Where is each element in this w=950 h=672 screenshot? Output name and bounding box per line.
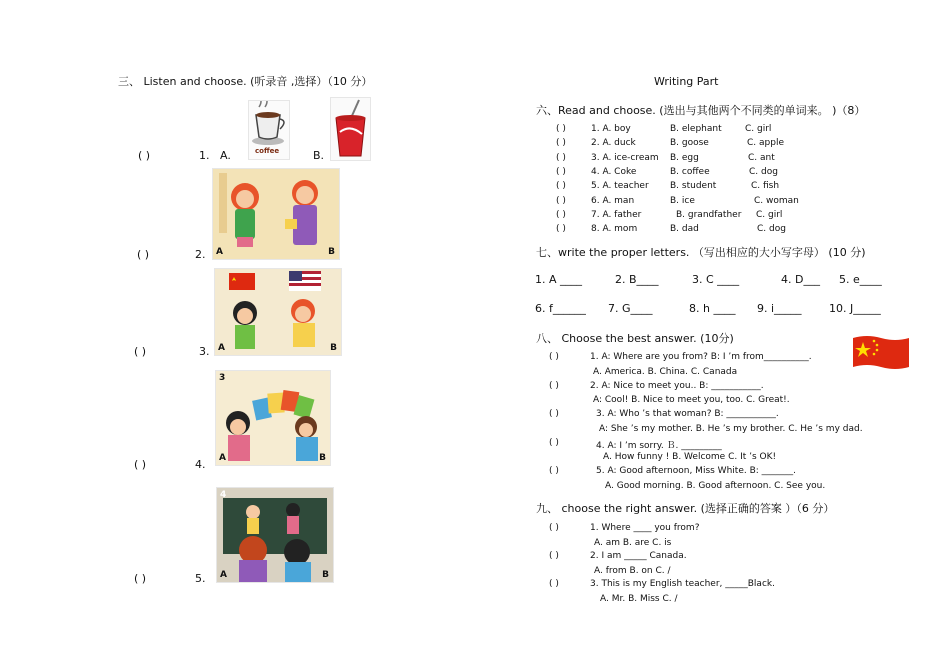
s6-option-a: 3. A. ice-cream [591, 152, 659, 163]
s8-answer-paren[interactable]: ( ) [549, 437, 559, 448]
s8-question: 1. A: Where are you from? B: I ’m from__________. [590, 352, 812, 362]
coffee-label: coffee [255, 147, 280, 155]
s6-answer-paren[interactable]: ( ) [556, 195, 566, 206]
q4-paren[interactable]: ( ) [134, 458, 147, 471]
s6-option-b: B. goose [670, 138, 709, 149]
s6-option-a: 8. A. mom [591, 224, 638, 235]
s8-answer-paren[interactable]: ( ) [549, 409, 559, 419]
q5-number: 5. [195, 572, 206, 585]
s7-letter-blank[interactable]: 10. J_____ [829, 302, 881, 315]
s7-letter-blank[interactable]: 9. i_____ [757, 302, 802, 315]
picture-3 [214, 268, 342, 356]
s6-option-c: C. ant [748, 152, 775, 163]
s9-options: A. Mr. B. Miss C. / [600, 593, 678, 604]
section-7-heading: 七、write the proper letters. （写出相应的大小写字母） (10 分) [536, 246, 866, 259]
s6-option-b: B. egg [670, 152, 699, 163]
picture-2-label-a: A [216, 247, 223, 257]
picture-2-label-b: B [328, 247, 335, 257]
q1-option-b: B. [313, 149, 325, 162]
s8-question: 3. A: Who ’s that woman? B: ___________. [596, 409, 779, 419]
picture-4-label-b: B [319, 453, 326, 463]
s6-option-b: B. coffee [670, 166, 710, 177]
s9-question: 2. I am _____ Canada. [590, 551, 687, 561]
s7-letter-blank[interactable]: 6. f______ [535, 302, 586, 315]
s9-options: A. am B. are C. is [594, 537, 672, 548]
s6-option-c: C. dog [757, 224, 786, 235]
s8-options: A: She ’s my mother. B. He ’s my brother. C. He ’s my dad. [599, 423, 863, 434]
s7-letter-blank[interactable]: 2. B____ [615, 273, 659, 286]
q3-number: 3. [199, 345, 210, 358]
picture-5-number: 4 [220, 490, 227, 500]
s6-option-a: 7. A. father [591, 209, 642, 220]
s8-options: A: Cool! B. Nice to meet you, too. C. Great!. [593, 395, 790, 405]
s6-answer-paren[interactable]: ( ) [556, 166, 566, 177]
s6-answer-paren[interactable]: ( ) [556, 124, 566, 134]
s7-letter-blank[interactable]: 7. G____ [608, 302, 653, 315]
s8-options: A. How funny ! B. Welcome C. It ’s OK! [603, 452, 777, 462]
s9-options: A. from B. on C. / [594, 565, 671, 576]
s7-letter-blank[interactable]: 8. h ____ [689, 302, 736, 315]
section-3-heading: 三、 Listen and choose. (听录音 ,选择）（10 分） [118, 75, 373, 88]
china-flag-icon [853, 336, 909, 369]
s8-question: 2. A: Nice to meet you.. B: ___________. [590, 380, 764, 391]
picture-2 [212, 168, 340, 260]
s8-answer-paren[interactable]: ( ) [549, 380, 559, 391]
s6-option-b: B. dad [670, 224, 699, 235]
s6-answer-paren[interactable]: ( ) [556, 181, 566, 192]
coke-cup-image [330, 97, 371, 161]
s6-option-c: C. woman [754, 195, 799, 206]
writing-part-title: Writing Part [654, 75, 719, 88]
s9-answer-paren[interactable]: ( ) [549, 523, 559, 533]
s6-option-c: C. fish [751, 181, 780, 192]
s9-answer-paren[interactable]: ( ) [549, 579, 559, 589]
s6-answer-paren[interactable]: ( ) [556, 152, 566, 163]
s6-answer-paren[interactable]: ( ) [556, 138, 566, 149]
s9-question: 1. Where ____ you from? [590, 523, 700, 533]
coffee-cup-image [248, 100, 290, 160]
q2-number: 2. [195, 248, 206, 261]
s7-letter-blank[interactable]: 3. C ____ [692, 273, 740, 286]
s8-answer-paren[interactable]: ( ) [549, 466, 559, 476]
picture-4-number: 3 [219, 373, 226, 383]
s6-option-a: 1. A. boy [591, 124, 631, 134]
s7-letter-blank[interactable]: 1. A ____ [535, 273, 583, 286]
q2-paren[interactable]: ( ) [137, 248, 150, 261]
picture-5-label-b: B [322, 570, 329, 580]
q1-number: 1. [199, 149, 210, 162]
s6-option-c: C. girl [756, 209, 783, 220]
q5-paren[interactable]: ( ) [134, 572, 147, 585]
s6-answer-paren[interactable]: ( ) [556, 209, 566, 220]
q4-number: 4. [195, 458, 206, 471]
s6-option-a: 2. A. duck [591, 138, 636, 149]
picture-4-label-a: A [219, 453, 226, 463]
picture-4 [215, 370, 331, 466]
s6-option-b: B. elephant [670, 124, 722, 134]
s8-answer-paren[interactable]: ( ) [549, 352, 559, 362]
s9-answer-paren[interactable]: ( ) [549, 551, 559, 561]
s6-option-a: 5. A. teacher [591, 181, 649, 192]
s6-option-c: C. girl [745, 124, 772, 134]
section-9-heading: 九、 choose the right answer. (选择正确的答案 ）（6 分） [536, 502, 835, 515]
s6-option-a: 4. A. Coke [591, 166, 637, 177]
s8-question: 5. A: Good afternoon, Miss White. B: _______. [596, 466, 796, 476]
q1-paren[interactable]: ( ) [138, 149, 151, 162]
picture-3-label-b: B [330, 343, 337, 353]
s6-option-b: B. grandfather [676, 209, 742, 220]
s6-option-b: B. student [670, 181, 717, 192]
q3-paren[interactable]: ( ) [134, 345, 147, 358]
s6-option-b: B. ice [670, 195, 695, 206]
s6-option-c: C. dog [749, 166, 778, 177]
s8-options: A. Good morning. B. Good afternoon. C. See you. [605, 480, 826, 491]
q1-option-a: A. [220, 149, 231, 162]
s7-letter-blank[interactable]: 4. D___ [781, 273, 820, 286]
picture-5-label-a: A [220, 570, 227, 580]
s7-letter-blank[interactable]: 5. e____ [839, 273, 882, 286]
s6-option-a: 6. A. man [591, 195, 635, 206]
section-6-heading: 六、Read and choose. (选出与其他两个不同类的单词来。 )（8） [536, 104, 866, 117]
s6-option-c: C. apple [747, 138, 784, 149]
s6-answer-paren[interactable]: ( ) [556, 224, 566, 235]
s8-options: A. America. B. China. C. Canada [593, 366, 738, 377]
section-8-heading: 八、 Choose the best answer. (10分) [536, 332, 734, 345]
s8-question: 4. A: I ’m sorry. Ｂ. _________ [596, 440, 722, 451]
picture-3-label-a: A [218, 343, 225, 353]
picture-5 [216, 487, 334, 583]
s9-question: 3. This is my English teacher, _____Black. [590, 579, 775, 589]
